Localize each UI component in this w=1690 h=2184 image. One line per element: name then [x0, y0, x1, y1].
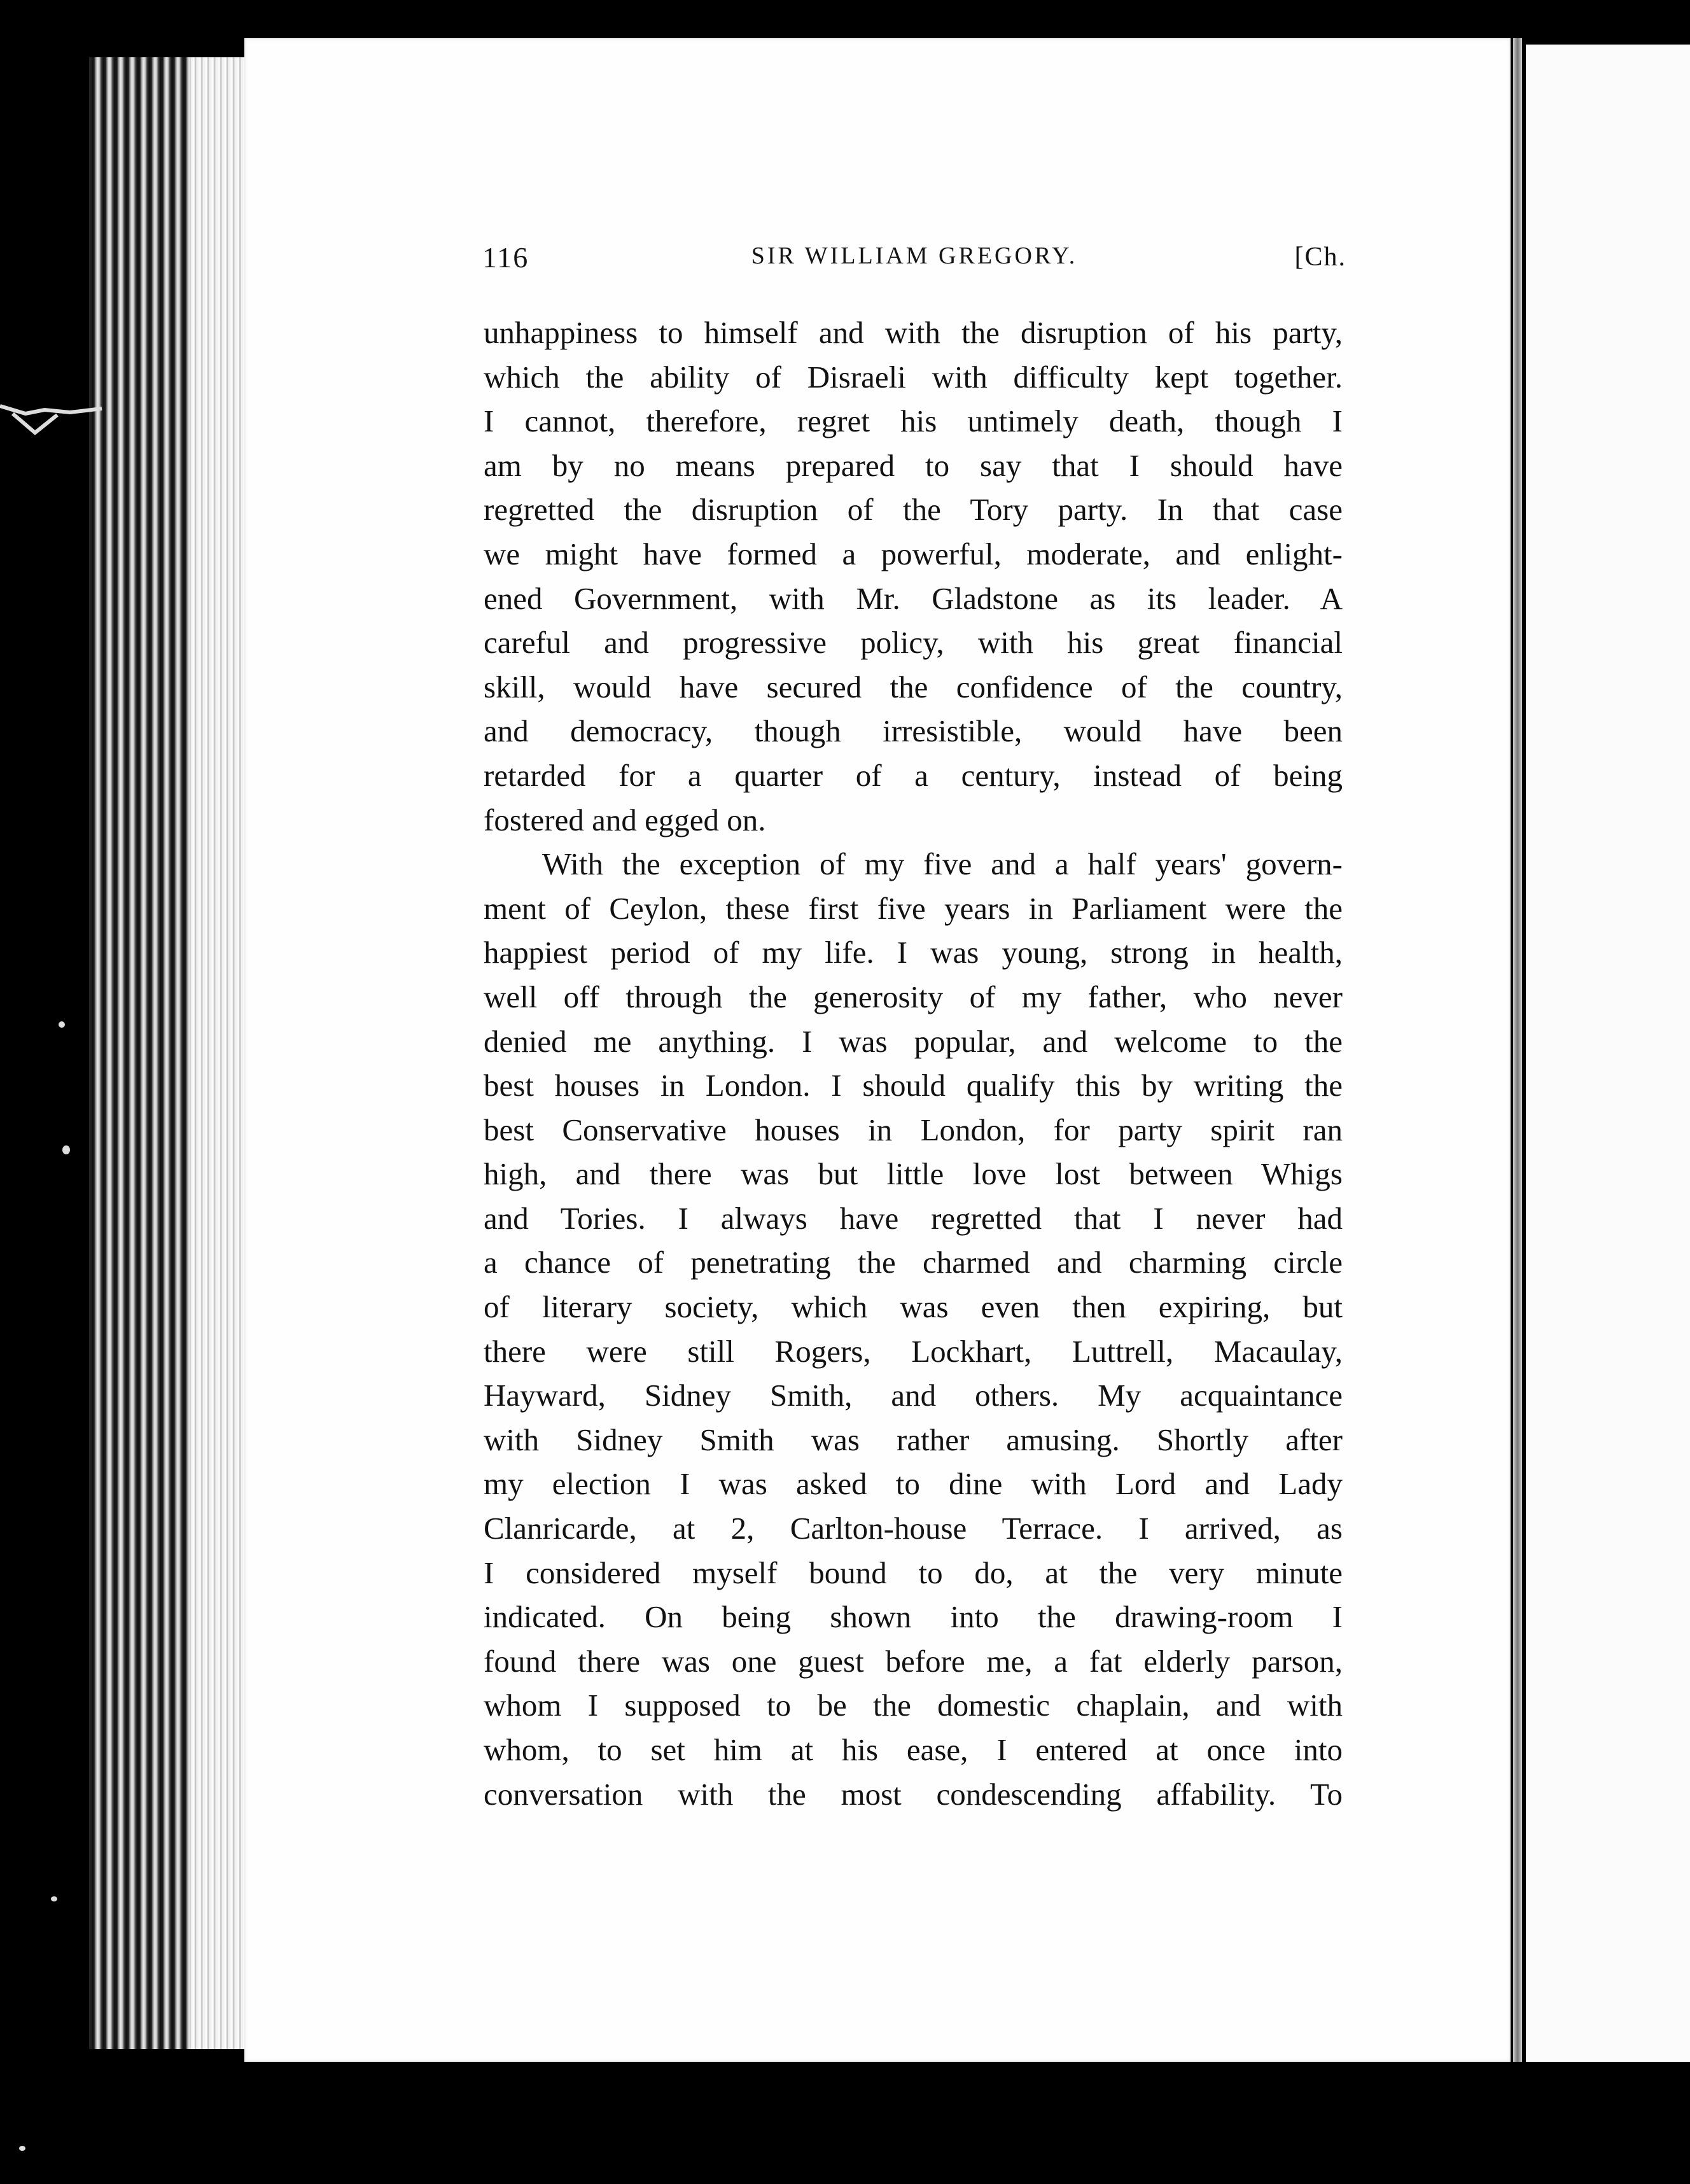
text-line: which the ability of Disraeli with difficulty kept together. — [484, 359, 1343, 395]
text-line: and democracy, though irresistible, would have been — [484, 713, 1343, 749]
text-line: there were still Rogers, Lockhart, Luttrell, Macaulay, — [484, 1333, 1343, 1369]
running-head — [482, 241, 1346, 279]
text-line: ment of Ceylon, these first five years in Parliament were the — [484, 890, 1343, 926]
text-line: well off through the generosity of my father, who never — [484, 979, 1343, 1014]
text-line: with Sidney Smith was rather amusing. Shortly after — [484, 1422, 1343, 1457]
text-line: whom I supposed to be the domestic chaplain, and with — [484, 1688, 1343, 1723]
margin-speck — [62, 1145, 70, 1154]
text-line: best Conservative houses in London, for party spirit ran — [484, 1112, 1343, 1147]
body-text — [484, 311, 1343, 1816]
text-line: indicated. On being shown into the drawing-room I — [484, 1599, 1343, 1635]
text-line: of literary society, which was even then expiring, but — [484, 1289, 1343, 1325]
text-line: whom, to set him at his ease, I entered at once into — [484, 1732, 1343, 1767]
margin-speck — [59, 1021, 65, 1028]
text-line: I cannot, therefore, regret his untimely death, though I — [484, 403, 1343, 439]
margin-speck — [51, 1896, 57, 1901]
text-line: unhappiness to himself and with the disruption of his party, — [484, 315, 1343, 350]
text-line: skill, would have secured the confidence of the country, — [484, 669, 1343, 704]
text-line: Clanricarde, at 2, Carlton-house Terrace. I arrived, as — [484, 1511, 1343, 1546]
book-page-edges-inner — [191, 57, 248, 2049]
chapter-marker: [Ch. — [1294, 242, 1346, 272]
text-line: retarded for a quarter of a century, instead of being — [484, 757, 1343, 793]
text-line: and Tories. I always have regretted that I never had — [484, 1200, 1343, 1236]
text-line: a chance of penetrating the charmed and charming circle — [484, 1245, 1343, 1280]
text-line: fostered and egged on. — [484, 802, 766, 837]
text-line: careful and progressive policy, with his great financial — [484, 625, 1343, 661]
text-line: best houses in London. I should qualify this by writing the — [484, 1068, 1343, 1103]
page-number: 116 — [482, 241, 529, 274]
text-line: I considered myself bound to do, at the very minute — [484, 1555, 1343, 1590]
margin-speck — [19, 2146, 25, 2151]
text-line: conversation with the most condescending affability. To — [484, 1776, 1343, 1812]
text-line: high, and there was but little love lost between Whigs — [484, 1156, 1343, 1192]
text-line: my election I was asked to dine with Lord and Lady — [484, 1466, 1343, 1502]
text-line: happiest period of my life. I was young, strong in health, — [484, 935, 1343, 970]
text-line: With the exception of my five and a half years' govern- — [542, 846, 1343, 882]
text-line: we might have formed a powerful, moderate, and enlight- — [484, 536, 1343, 571]
running-title: SIR WILLIAM GREGORY. — [751, 242, 1078, 269]
margin-mark-icon — [0, 401, 108, 439]
facing-page-edge — [1526, 45, 1690, 2062]
text-line: denied me anything. I was popular, and welcome to the — [484, 1023, 1343, 1059]
text-line: ened Government, with Mr. Gladstone as its leader. A — [484, 580, 1343, 616]
page-gutter — [1513, 38, 1522, 2062]
text-line: regretted the disruption of the Tory party. In that case — [484, 492, 1343, 528]
text-line: am by no means prepared to say that I should have — [484, 447, 1343, 483]
text-line: found there was one guest before me, a fat elderly parson, — [484, 1643, 1343, 1679]
text-line: Hayward, Sidney Smith, and others. My acquaintance — [484, 1378, 1343, 1413]
